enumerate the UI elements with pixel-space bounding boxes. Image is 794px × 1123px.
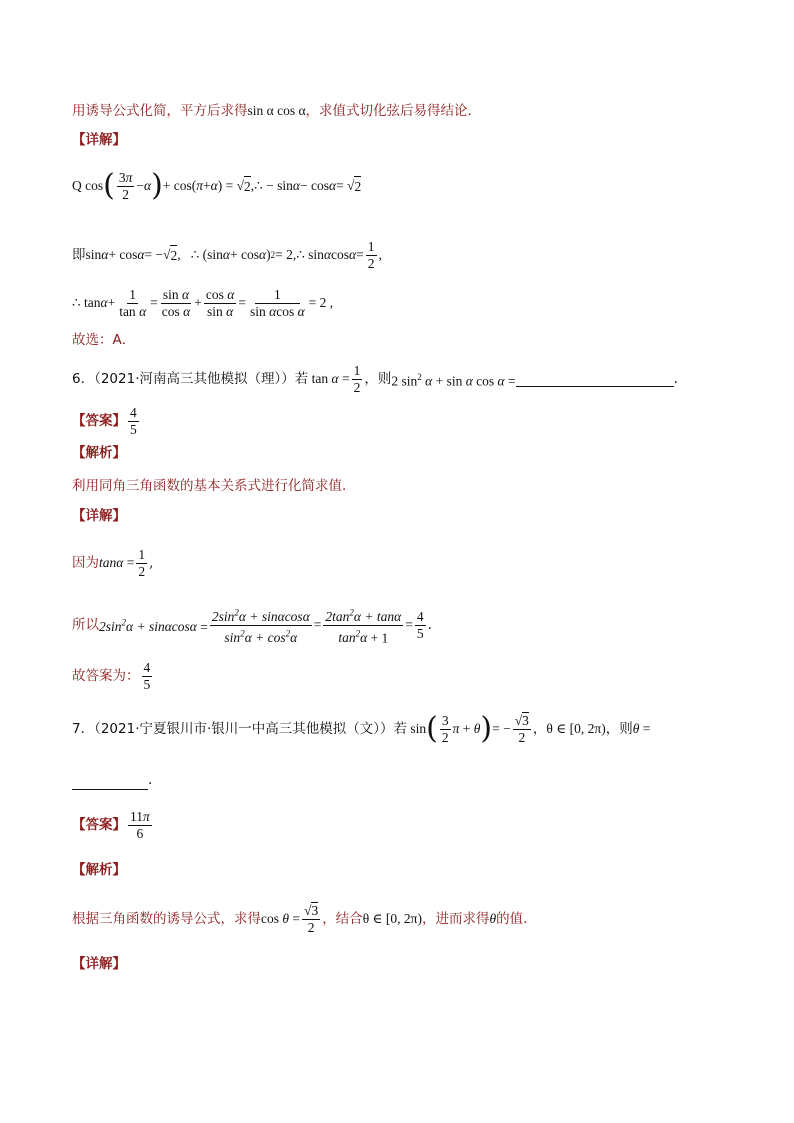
q6-analysis-text: 利用同角三角函数的基本关系式进行化简求值.	[72, 478, 347, 494]
q7-question: 7．（2021·宁夏银川市·银川一中高三其他模拟（文））若 sin ( $\frac{3}{2}$ π + θ ) = − $\frac{√3}{2}$ ， θ ∈ [0, 2π) ，则 θ =	[72, 711, 651, 746]
q6-answer-line: 【答案】 $\frac{4}{5}$	[72, 404, 137, 437]
q6-final-label: 故答案为：	[72, 668, 140, 684]
q5-conclusion: 故选：A．	[72, 332, 136, 348]
q6-so-line: 所以 $2\sin^2\alpha + \sin\alpha\cos\alpha$ = $\frac{2\sin^2\alpha + \sin\alpha\cos\alpha}{\sin^2\alpha + \cos^2\alpha}$ = $\frac{2\tan^2\alpha + \tan\alpha}{\tan^2\alpha + 1}$ = $\frac{4}{5}$ .	[72, 604, 432, 646]
q6-number-source: 6．（2021·河南高三其他模拟（理））若	[72, 371, 309, 387]
q6-because: 因为	[72, 555, 99, 571]
q6-answer-label: 【答案】	[72, 413, 126, 429]
q5-analysis-tail: ，求值式切化弦后易得结论．	[305, 103, 482, 119]
q7-then: ，则	[605, 721, 633, 737]
q7-analysis-end: 的值.	[496, 911, 528, 927]
q7-range: θ ∈ [0, 2π)	[546, 721, 606, 736]
q7-analysis-range: θ ∈ [0, 2π)	[362, 911, 422, 926]
q7-detail-label: 【详解】	[72, 956, 126, 972]
q6-detail-label: 【详解】	[72, 508, 126, 524]
q7-analysis-tail: ，进而求得	[421, 911, 490, 927]
q7-number-source: 7．（2021·宁夏银川市·银川一中高三其他模拟（文））若	[72, 721, 408, 737]
q7-analysis-label: 【解析】	[72, 862, 126, 878]
q6-analysis-label: 【解析】	[72, 445, 126, 461]
q5-detail-label: 【详解】	[72, 132, 126, 148]
q7-blank-line: .	[72, 770, 152, 790]
q5-equation-2: 即 sin α + cos α = −√ 2 , ∴ (sin α + cos α ) 2 = 2,∴ sin α cos α = $\frac{1}{2}$ ,	[72, 238, 382, 271]
q5-analysis-text: 用诱导公式化简，平方后求得	[72, 103, 248, 119]
q7-analysis-prefix: 根据三角函数的诱导公式，求得	[72, 911, 261, 927]
q5-analysis-line	[72, 101, 481, 121]
q5-equation-3: ∴ tan α + $\frac{1}{\text{tan α}}$ = $\frac{\text{sin α}}{\text{cos α}}$ + $\frac{\text{cos α}}{\text{sin α}}$ = $\frac{1}{\text{sin αcos α}}$ = 2 ,	[72, 286, 334, 319]
q5-analysis-math: sin α cos α	[247, 103, 306, 118]
q5-equation-1: Q cos ( $\frac{3\pi}{2}$ − α ) + cos( π + α ) = √ 2 ,∴ − sin α − cos α = √ 2	[72, 168, 362, 203]
q7-analysis-mid: ，结合	[322, 911, 363, 927]
q7-analysis-line: 根据三角函数的诱导公式，求得 cos θ = $\frac{√3}{2}$ ，结合 θ ∈ [0, 2π) ，进而求得 θ 的值.	[72, 902, 528, 935]
q6-final-line: 故答案为： $\frac{4}{5}$	[72, 659, 151, 692]
q6-so: 所以	[72, 617, 99, 633]
q6-answer-blank[interactable]	[516, 372, 674, 387]
q7-answer-line: 【答案】 $\frac{11\pi}{6}$	[72, 808, 150, 841]
q5-eq1-prefix: Q	[72, 178, 82, 193]
q5-line2-prefix: 即	[72, 247, 86, 263]
q7-answer-blank[interactable]	[72, 777, 148, 790]
q6-then: ，则	[364, 371, 392, 387]
q6-question: 6．（2021·河南高三其他模拟（理））若 tan α = $\frac{1}{2}$ ，则 2 $\sin^2 \alpha + \sin \alpha$ cos α = .	[72, 362, 678, 395]
q6-because-line: 因为 tanα = $\frac{1}{2}$ ,	[72, 546, 154, 579]
q7-answer-label: 【答案】	[72, 817, 126, 833]
